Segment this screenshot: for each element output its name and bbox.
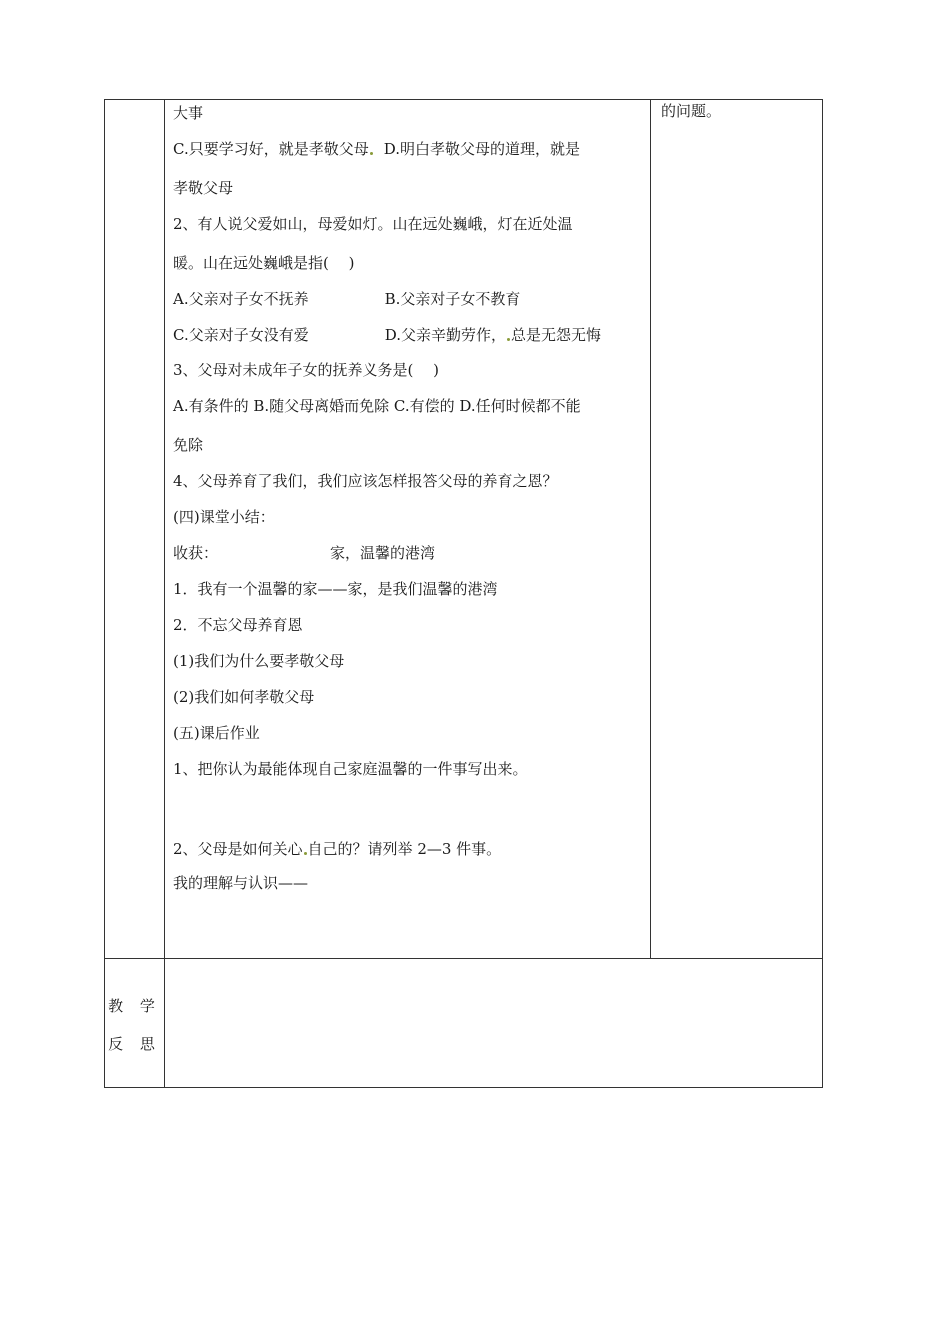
text-line: (1)我们为什么要孝敬父母	[173, 652, 345, 670]
mark-dot	[507, 338, 510, 341]
text-line: C.父亲对子女没有爱 D.父亲辛勤劳作， 总是无怨无悔	[173, 326, 601, 344]
mark-dot	[370, 152, 373, 155]
left-label-cell	[105, 100, 165, 959]
reflection-label: 教 学 反 思	[108, 997, 161, 1053]
reflection-label-cell	[105, 959, 165, 1088]
lesson-content	[165, 100, 650, 892]
reflection-content-cell	[165, 959, 823, 1088]
text-line: 免除	[173, 436, 204, 454]
text-line: 2、父母是如何关心 自己的？请列举 2—3 件事。	[173, 840, 502, 858]
text-line: A.父亲对子女不抚养 B.父亲对子女不教育	[173, 290, 521, 308]
section-heading: (四)课堂小结：	[173, 508, 275, 526]
text-line: 1、把你认为最能体现自己家庭温馨的一件事写出来。	[173, 760, 528, 778]
text-line: (2)我们如何孝敬父母	[173, 688, 315, 706]
section-heading: (五)课后作业	[173, 724, 260, 742]
lesson-content-cell	[165, 100, 651, 959]
mark-dot	[304, 852, 307, 855]
text-line: 孝敬父母	[173, 179, 234, 197]
text-line: A.有条件的 B.随父母离婚而免除 C.有偿的 D.任何时候都不能	[173, 397, 581, 415]
lesson-main-row	[105, 100, 823, 959]
lesson-plan-table	[104, 99, 823, 1088]
text-line: 大事	[173, 104, 204, 122]
text-line: 1．我有一个温馨的家——家，是我们温馨的港湾	[173, 580, 498, 598]
text-line: 4、父母养育了我们，我们应该怎样报答父母的养育之恩？	[173, 472, 558, 490]
text-line: 暖。山在远处巍峨是指( )	[173, 254, 355, 272]
side-note-cell	[651, 100, 823, 959]
teaching-reflection-row	[105, 959, 823, 1088]
side-note-text: 的问题。	[661, 102, 722, 120]
text-line: 2、有人说父爱如山，母爱如灯。山在远处巍峨，灯在近处温	[173, 215, 573, 233]
text-line: 2．不忘父母养育恩	[173, 616, 303, 634]
text-line: 收获： 家，温馨的港湾	[173, 544, 436, 562]
text-line: 3、父母对未成年子女的抚养义务是( )	[173, 361, 440, 379]
text-line: C.只要学习好，就是孝敬父母 D.明白孝敬父母的道理，就是	[173, 140, 580, 158]
text-line: 我的理解与认识——	[173, 874, 309, 892]
